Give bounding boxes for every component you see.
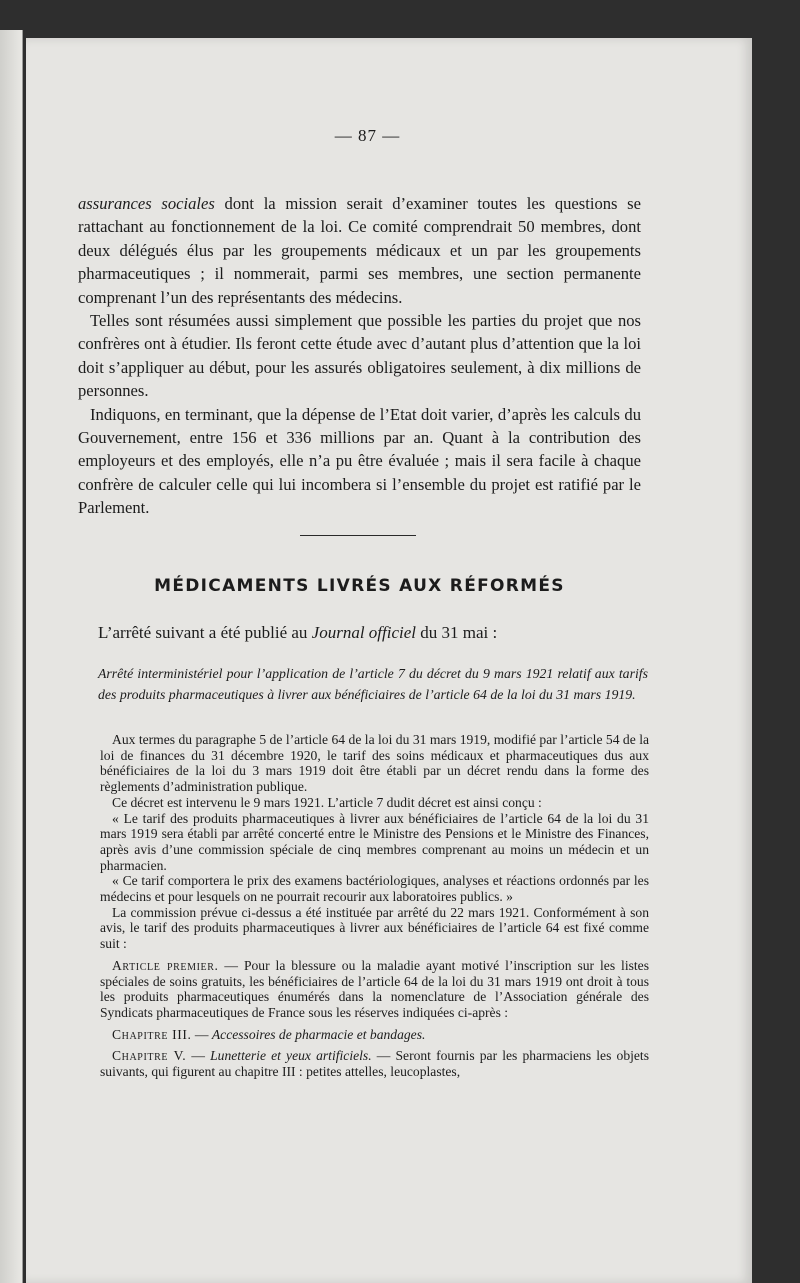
paragraph-1-italic-lead: assurances sociales	[78, 194, 215, 213]
intro-after: du 31 mai :	[416, 623, 498, 642]
paragraph-3: Indiquons, en terminant, que la dépense de l’Etat doit varier, d’après les calculs du Gouvernement, entre 156 et 336 millions par an. Quant à la contribution des employeurs et des employés, elle n’a pu être évaluée ; mais il sera facile à chaque confrère de calculer celle qui lui incombera si l’ensemble du projet est ratifié par le Parlement.	[78, 404, 641, 518]
small-paragraph-4: « Ce tarif comportera le prix des examens bactériologiques, analyses et réactions ordonnés par les médecins et pour lesquels on ne pourrait recourir aux laboratoires publics. »	[100, 873, 649, 905]
small-paragraph-5: La commission prévue ci-dessus a été instituée par arrêté du 22 mars 1921. Conformément à son avis, le tarif des produits pharmaceutiques à livrer aux bénéficiaires de l’article 64 est fixé comme suit :	[100, 904, 649, 952]
section-title: MÉDICAMENTS LIVRÉS AUX RÉFORMÉS	[154, 576, 565, 596]
page-number: — 87 —	[334, 126, 401, 145]
article-premier	[100, 958, 649, 1021]
intro-journal: Journal officiel	[311, 623, 417, 642]
article-premier-text: — Pour la blessure ou la maladie ayant motivé l’inscription sur les listes spéciales de soins gratuits, les bénéficiaires de l’article 64 de la loi du 31 mars 1919 ont droit à tous les produits pharmaceutiques énumérés dans la nomenclature de l’Association générale des Syndicats pharmaceutiques de France sous les réserves indiquées ci-après :	[100, 957, 649, 1020]
intro-before: L’arrêté suivant a été publié au	[98, 623, 312, 642]
book-page	[26, 38, 752, 1283]
chapitre-5-text: — Seront fournis par les pharmaciens les objets suivants, qui figurent au chapitre III : petites attelles, leucoplastes,	[100, 1048, 649, 1080]
intro-line	[98, 623, 641, 643]
article-premier-label: Article premier.	[112, 957, 219, 973]
chapitre-3	[100, 1027, 649, 1043]
paragraph-2: Telles sont résumées aussi simplement que possible les parties du projet que nos confrères ont à étudier. Ils feront cette étude avec d’autant plus d’attention que la loi doit s’appliquer au début, pour les assurés obligatoires seulement, à dix millions de personnes.	[78, 311, 641, 401]
chapitre-5-dash: —	[186, 1048, 211, 1064]
chapitre-5-label: Chapitre V.	[112, 1048, 187, 1064]
paragraph-1-text: dont la mission serait d’examiner toutes les questions se rattachant au fonctionnement de la loi. Ce comité comprendrait 50 membres, dont deux délégués élus par les groupements médicaux et un par les groupements pharmaceutiques ; il nommerait, parmi ses membres, une section permanente comprenant l’un des représentants des médecins.	[78, 194, 641, 307]
chapitre-3-dash: —	[191, 1026, 212, 1042]
chapitre-3-label: Chapitre III.	[112, 1026, 192, 1042]
chapitre-3-title: Accessoires de pharmacie et bandages.	[211, 1026, 426, 1042]
arrete-title: Arrêté interministériel pour l’application de l’article 7 du décret du 9 mars 1921 relatif aux tarifs des produits pharmaceutiques à livrer aux bénéficiaires de l’article 64 de la loi du 31 mars 1919.	[98, 666, 648, 702]
small-paragraph-3: « Le tarif des produits pharmaceutiques à livrer aux bénéficiaires de l’article 64 de la loi du 31 mars 1919 sera établi par arrêté concerté entre le Ministre des Pensions et le Ministre des Finances, après avis d’une commission spéciale de cinq membres comprenant au moins un médecin et un pharmacien.	[100, 810, 649, 873]
body-text	[78, 192, 641, 520]
paragraph-1	[78, 192, 641, 309]
arrete-body	[100, 732, 649, 1080]
small-paragraph-2: Ce décret est intervenu le 9 mars 1921. L’article 7 dudit décret est ainsi conçu :	[112, 794, 542, 810]
adjacent-page-edge	[0, 30, 23, 1283]
chapitre-5	[100, 1048, 649, 1079]
section-divider	[300, 535, 416, 536]
small-paragraph-1: Aux termes du paragraphe 5 de l’article 64 de la loi du 31 mars 1919, modifié par l’article 54 de la loi de finances du 31 décembre 1920, le tarif des soins médicaux et pharmaceutiques dus aux bénéficiaires de la loi du 3 mars 1919 doit être établi par un décret rendu dans la forme des règlements d’administration publique.	[100, 732, 649, 795]
chapitre-5-title: Lunetterie et yeux artificiels.	[210, 1048, 372, 1064]
